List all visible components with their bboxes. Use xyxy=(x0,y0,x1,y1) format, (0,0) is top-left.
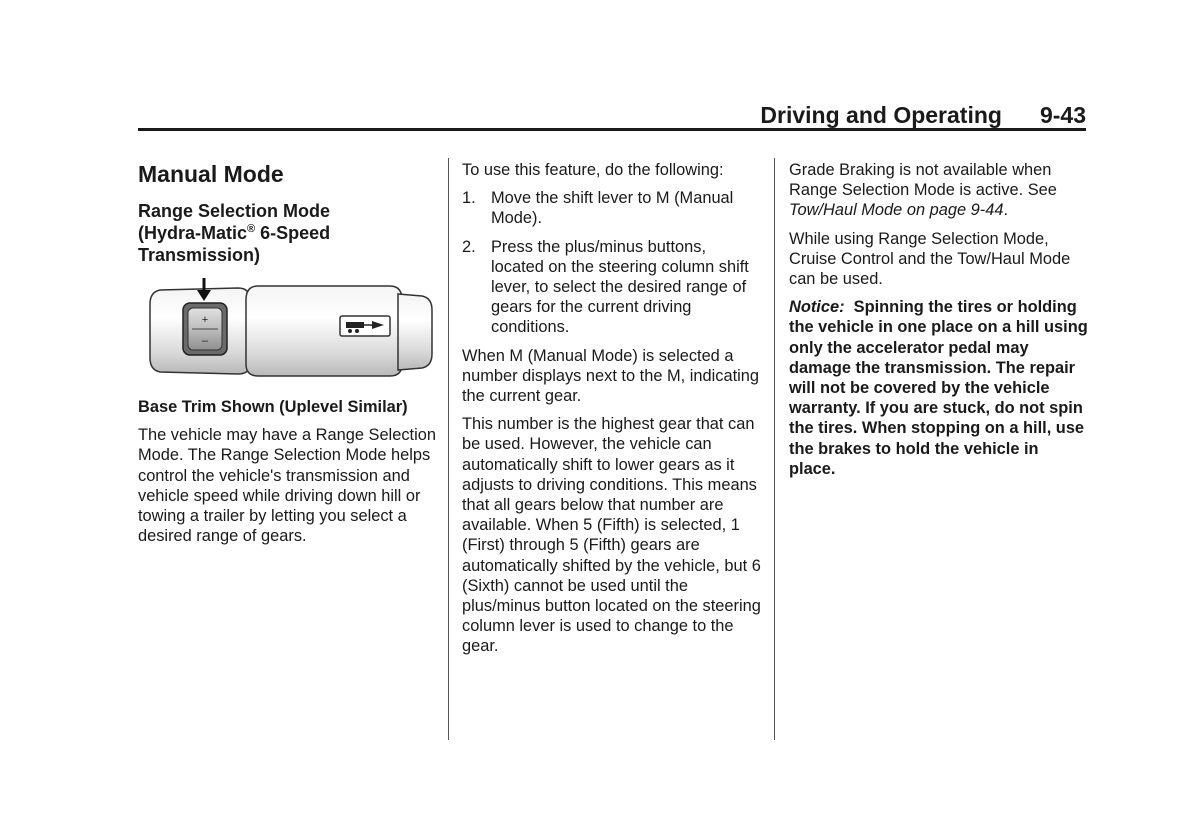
shift-lever-svg xyxy=(146,278,436,383)
plus-label: + xyxy=(201,314,209,326)
notice-paragraph xyxy=(789,297,1089,479)
subheading-line-1: Range Selection Mode xyxy=(138,201,331,221)
step-number: 1. xyxy=(462,189,476,208)
section-heading: Manual Mode xyxy=(138,161,284,187)
column-3 xyxy=(789,160,1089,487)
subheading-line-3: Transmission) xyxy=(138,245,261,265)
notice-text: Spinning the tires or holding the vehicle in one place on a hill using only the accelerator pedal may damage the transmission. The repair will not be covered by the vehicle warranty. If you are stuck, do not spin the tires. When stopping on a hill, use the brakes to hold the vehicle in place. xyxy=(789,298,1088,478)
period: . xyxy=(1003,201,1009,220)
subheading-line-2a: (Hydra-Matic xyxy=(138,223,248,243)
page-header xyxy=(700,100,1086,130)
step-text: Press the plus/minus buttons, located on the steering column shift lever, to select the desired range of gears for the current driving conditions. xyxy=(491,237,749,337)
registered-mark: ® xyxy=(247,223,256,235)
list-item xyxy=(462,188,762,228)
manual-mode-paragraph: When M (Manual Mode) is selected a number displays next to the M, indicating the current gear. xyxy=(462,346,760,406)
cruise-control-paragraph: While using Range Selection Mode, Cruise Control and the Tow/Haul Mode can be used. xyxy=(789,229,1071,289)
steps-list xyxy=(462,188,762,337)
column-divider-1 xyxy=(448,158,449,740)
step-text: Move the shift lever to M (Manual Mode). xyxy=(491,189,734,228)
cross-reference: Tow/Haul Mode on page 9-44 xyxy=(789,201,1004,220)
page-number: 9-43 xyxy=(1039,101,1086,128)
gear-paragraph: This number is the highest gear that can be used. However, the vehicle can automatically shift to lower gears as it adjusts to driving conditions. This means that all gears below that number are available. When 5 (Fifth) is selected, 1 (First) through 5 (Fifth) gears are automatically shifted by the vehicle, but 6 (Sixth) cannot be used until the plus/minus button located on the steering column lever is used to change to the gear. xyxy=(462,415,761,656)
minus-label: – xyxy=(201,335,209,347)
steps-intro: To use this feature, do the following: xyxy=(462,161,724,179)
column-divider-2 xyxy=(774,158,775,740)
shift-lever-illustration xyxy=(146,278,436,383)
step-number: 2. xyxy=(462,237,476,256)
notice-label: Notice: xyxy=(789,298,845,317)
list-item xyxy=(462,237,762,338)
intro-paragraph: The vehicle may have a Range Selection Mode. The Range Selection Mode helps control the vehicle's transmission and vehicle speed while driving down hill or towing a trailer by letting you select a desired range of gears. xyxy=(138,426,436,546)
column-2 xyxy=(462,160,762,665)
subheading-line-2b: 6-Speed xyxy=(255,223,331,243)
grade-braking-paragraph xyxy=(789,160,1089,221)
column-1 xyxy=(138,160,438,554)
subsection-heading xyxy=(138,200,438,266)
grade-braking-text: Grade Braking is not available when Range Selection Mode is active. See xyxy=(789,161,1057,200)
figure-caption: Base Trim Shown (Uplevel Similar) xyxy=(138,398,408,416)
header-rule xyxy=(138,128,1086,131)
section-title: Driving and Operating xyxy=(760,101,1002,128)
